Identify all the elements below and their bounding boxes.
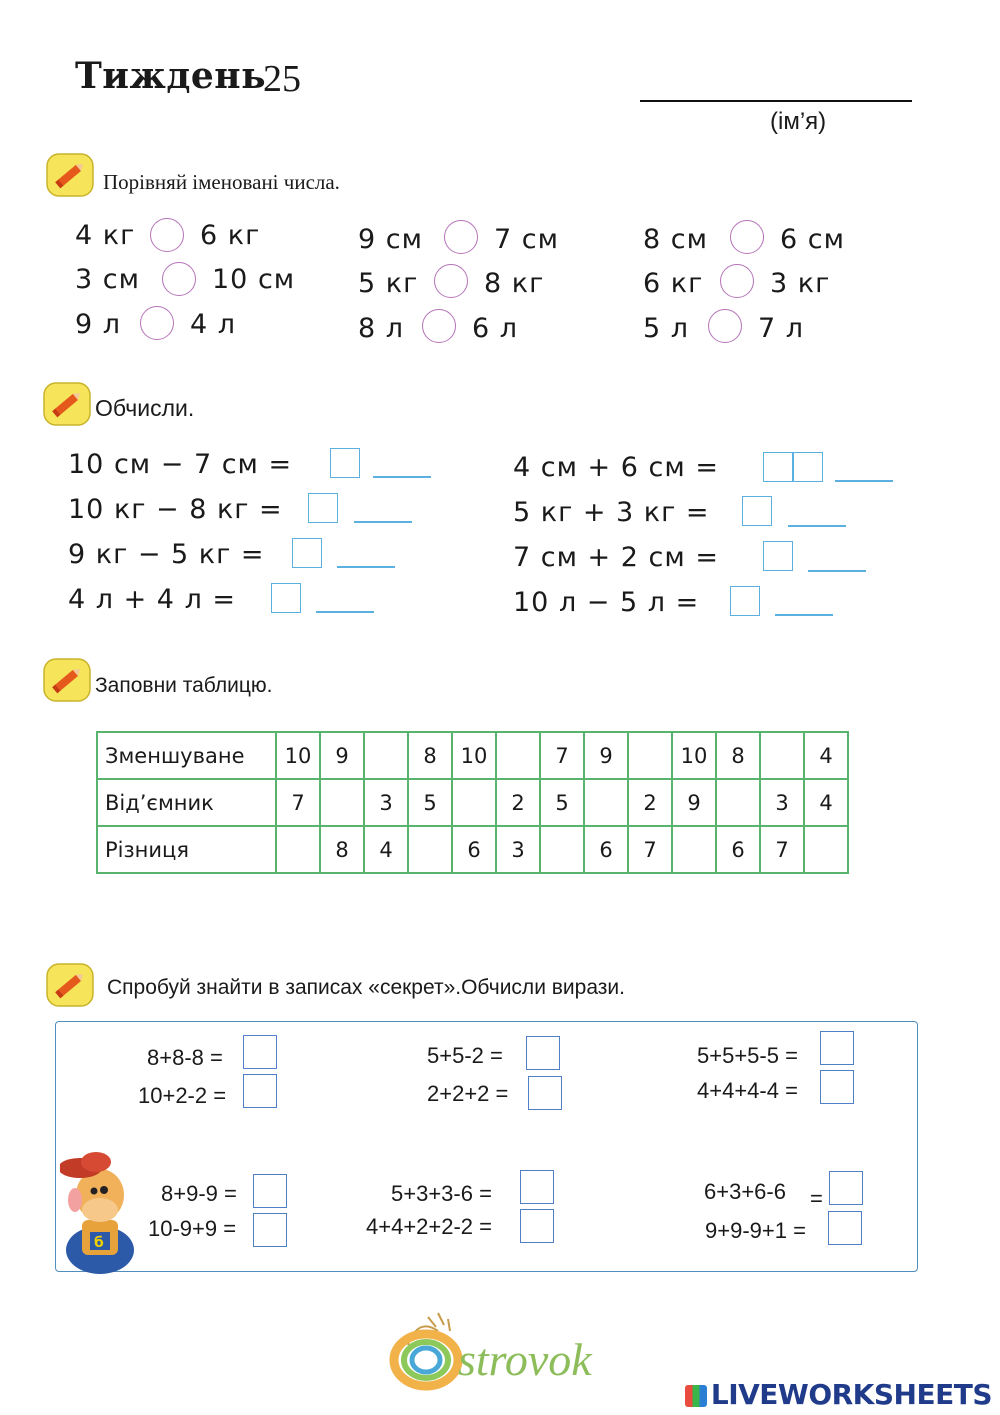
compare-item: 9 см: [358, 224, 423, 255]
compare-circle[interactable]: [150, 218, 184, 252]
table-row: [97, 732, 848, 779]
unit-line[interactable]: [373, 476, 431, 478]
compare-item: 10 см: [212, 264, 296, 295]
compare-circle[interactable]: [140, 306, 174, 340]
calc-expression: 9 кг − 5 кг =: [68, 539, 265, 570]
name-label: (ім’я): [770, 108, 827, 135]
answer-box[interactable]: [520, 1209, 554, 1243]
site-watermark[interactable]: LIVEWORKSHEETS: [685, 1378, 992, 1411]
pencil-icon: [45, 152, 95, 203]
table-cell: 2: [628, 779, 672, 826]
table-cell: 10: [452, 732, 496, 779]
secret-expression: 5+3+3-6 =: [391, 1181, 492, 1206]
secret-instruction: Спробуй знайти в записах «секрет».Обчисли вирази.: [107, 976, 625, 999]
secret-expression: 4+4+2+2-2 =: [366, 1214, 493, 1239]
compare-item: 9 л: [75, 309, 122, 340]
secret-expression: 5+5-2 =: [427, 1043, 503, 1068]
calc-expression: 7 см + 2 см =: [513, 542, 719, 573]
compare-item: 8 л: [358, 313, 405, 344]
table-cell: 5: [540, 779, 584, 826]
answer-box[interactable]: [520, 1170, 554, 1204]
compare-item: 8 см: [643, 224, 708, 255]
unit-line[interactable]: [354, 521, 412, 523]
table-cell: 10: [276, 732, 320, 779]
table-cell[interactable]: [540, 826, 584, 873]
secret-expression: 2+2+2 =: [427, 1081, 509, 1106]
secret-expression: 9+9-9+1 =: [705, 1218, 806, 1243]
table-cell: 8: [716, 732, 760, 779]
svg-text:strovok: strovok: [458, 1334, 592, 1385]
pencil-icon: [42, 381, 92, 432]
unit-line[interactable]: [788, 525, 846, 527]
table-cell[interactable]: [408, 826, 452, 873]
secret-expression: 4+4+4-4 =: [697, 1078, 798, 1103]
table-cell: 4: [804, 779, 848, 826]
answer-box[interactable]: [271, 583, 301, 613]
row-header: Різниця: [97, 826, 276, 873]
table-cell[interactable]: [276, 826, 320, 873]
unit-line[interactable]: [808, 570, 866, 572]
table-cell: 5: [408, 779, 452, 826]
compare-item: 3 см: [75, 264, 140, 295]
table-cell: 7: [540, 732, 584, 779]
answer-box[interactable]: [526, 1036, 560, 1070]
subtraction-table: [96, 731, 849, 874]
compare-circle[interactable]: [730, 220, 764, 254]
calc-expression: 4 см + 6 см =: [513, 452, 719, 483]
table-cell: 7: [276, 779, 320, 826]
table-cell[interactable]: [320, 779, 364, 826]
compare-item: 5 л: [643, 313, 690, 344]
compare-item: 4 кг: [75, 220, 136, 251]
compare-item: 6 л: [472, 313, 519, 344]
secret-expression: 8+9-9 =: [161, 1181, 237, 1206]
secret-expression: 10-9+9 =: [148, 1216, 237, 1241]
secret-expression: 8+8-8 =: [147, 1045, 223, 1070]
table-cell: 3: [364, 779, 408, 826]
compare-circle[interactable]: [434, 264, 468, 298]
answer-box[interactable]: [820, 1070, 854, 1104]
table-cell: 9: [584, 732, 628, 779]
answer-box[interactable]: [308, 493, 338, 523]
compare-circle[interactable]: [422, 309, 456, 343]
compare-item: 3 кг: [770, 268, 831, 299]
answer-box[interactable]: [243, 1074, 277, 1108]
row-header: Зменшуване: [97, 732, 276, 779]
table-cell[interactable]: [452, 779, 496, 826]
answer-box[interactable]: [253, 1213, 287, 1247]
table-cell[interactable]: [584, 779, 628, 826]
row-header: Від’ємник: [97, 779, 276, 826]
table-cell: 6: [716, 826, 760, 873]
answer-box[interactable]: [828, 1211, 862, 1245]
table-cell: 9: [672, 779, 716, 826]
answer-box[interactable]: [330, 448, 360, 478]
answer-box[interactable]: [292, 538, 322, 568]
compare-item: 6 кг: [643, 268, 704, 299]
table-cell: 8: [320, 826, 364, 873]
unit-line[interactable]: [316, 611, 374, 613]
secret-expression: 6+3+6-6: [704, 1179, 786, 1204]
table-cell: 9: [320, 732, 364, 779]
table-cell[interactable]: [672, 826, 716, 873]
site-logo-icon: [685, 1385, 707, 1407]
compare-item: 7 см: [494, 224, 559, 255]
table-cell: 7: [628, 826, 672, 873]
name-line[interactable]: [640, 100, 912, 102]
calculate-instruction: Обчисли.: [95, 395, 195, 421]
table-cell[interactable]: [364, 732, 408, 779]
table-cell: 7: [760, 826, 804, 873]
week-number: 25: [263, 58, 301, 100]
pencil-icon: [42, 657, 92, 708]
unit-line[interactable]: [337, 566, 395, 568]
table-cell: 2: [496, 779, 540, 826]
answer-box[interactable]: [829, 1171, 863, 1205]
table-cell: 10: [672, 732, 716, 779]
table-cell: 8: [408, 732, 452, 779]
answer-box[interactable]: [763, 452, 793, 482]
compare-instruction: Порівняй іменовані числа.: [103, 170, 340, 194]
calc-expression: 4 л + 4 л =: [68, 584, 237, 615]
calc-expression: 5 кг + 3 кг =: [513, 497, 710, 528]
table-cell: 4: [804, 732, 848, 779]
compare-item: 7 л: [758, 313, 805, 344]
compare-item: 4 л: [190, 309, 237, 340]
pencil-icon: [45, 962, 95, 1013]
answer-box[interactable]: [820, 1031, 854, 1065]
answer-box[interactable]: [253, 1174, 287, 1208]
compare-circle[interactable]: [162, 262, 196, 296]
calc-expression: 10 кг − 8 кг =: [68, 494, 283, 525]
answer-box[interactable]: [730, 586, 760, 616]
compare-item: 6 см: [780, 224, 845, 255]
answer-box[interactable]: [742, 496, 772, 526]
answer-box[interactable]: [793, 452, 823, 482]
svg-text:б: б: [94, 1235, 104, 1251]
table-cell[interactable]: [496, 732, 540, 779]
page-title: Тиждень: [75, 55, 267, 97]
table-cell[interactable]: [628, 732, 672, 779]
table-cell: 3: [760, 779, 804, 826]
table-cell: 6: [452, 826, 496, 873]
calc-expression: 10 см − 7 см =: [68, 449, 293, 480]
secret-expression: 10+2-2 =: [138, 1083, 227, 1108]
table-cell[interactable]: [760, 732, 804, 779]
table-cell: 6: [584, 826, 628, 873]
table-cell[interactable]: [804, 826, 848, 873]
table-instruction: Заповни таблицю.: [95, 674, 273, 697]
compare-item: 5 кг: [358, 268, 419, 299]
table-cell: 4: [364, 826, 408, 873]
ostrovok-logo: [388, 1305, 648, 1393]
compare-item: 8 кг: [484, 268, 545, 299]
compare-item: 6 кг: [200, 220, 261, 251]
answer-box[interactable]: [243, 1035, 277, 1069]
unit-line[interactable]: [775, 614, 833, 616]
secret-expression: 5+5+5-5 =: [697, 1043, 798, 1068]
calc-expression: 10 л − 5 л =: [513, 587, 700, 618]
compare-circle[interactable]: [444, 220, 478, 254]
table-cell[interactable]: [716, 779, 760, 826]
unit-line[interactable]: [835, 480, 893, 482]
camel-mascot: [60, 1150, 140, 1280]
table-row: [97, 779, 848, 826]
answer-box[interactable]: [528, 1076, 562, 1110]
answer-box[interactable]: [763, 541, 793, 571]
table-row: [97, 826, 848, 873]
compare-circle[interactable]: [720, 264, 754, 298]
table-cell: 3: [496, 826, 540, 873]
compare-circle[interactable]: [708, 309, 742, 343]
equals-sign: =: [810, 1186, 823, 1211]
